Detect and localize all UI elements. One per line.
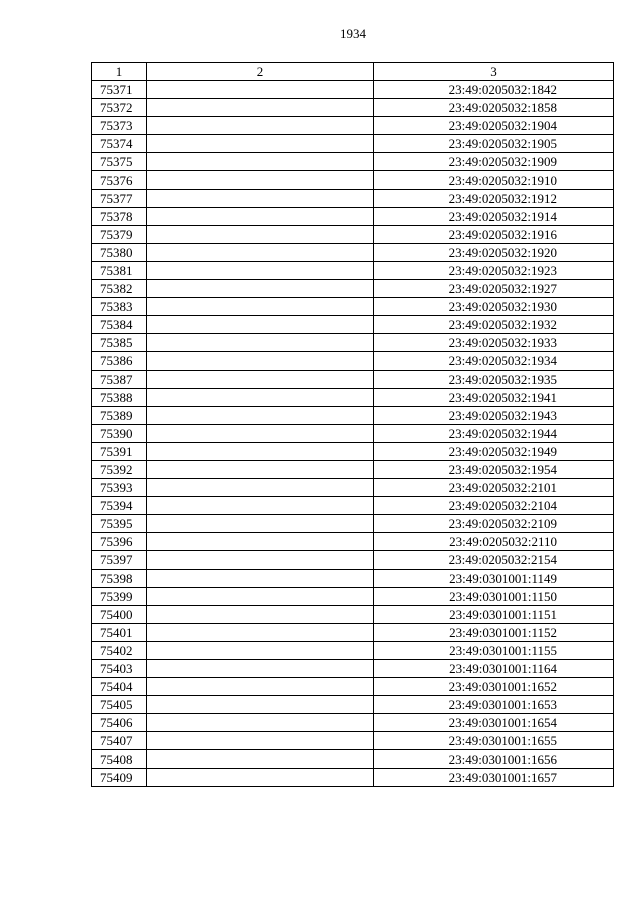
row-number-cell: 75384 [92,316,147,334]
row-number-cell: 75387 [92,370,147,388]
row-number-cell: 75377 [92,189,147,207]
row-empty-cell [147,261,374,279]
cadastral-number-cell: 23:49:0205032:1858 [374,99,614,117]
row-number-cell: 75406 [92,714,147,732]
row-empty-cell [147,515,374,533]
table-row [92,99,614,117]
table-row [92,732,614,750]
table-row [92,135,614,153]
cadastral-number-cell: 23:49:0205032:1934 [374,352,614,370]
table-row [92,352,614,370]
table-row [92,388,614,406]
cadastral-number-cell: 23:49:0205032:1927 [374,280,614,298]
row-number-cell: 75396 [92,533,147,551]
row-empty-cell [147,243,374,261]
row-number-cell: 75392 [92,460,147,478]
row-empty-cell [147,641,374,659]
cadastral-number-cell: 23:49:0301001:1654 [374,714,614,732]
row-empty-cell [147,135,374,153]
cadastral-number-cell: 23:49:0301001:1653 [374,696,614,714]
row-number-cell: 75408 [92,750,147,768]
table-row [92,587,614,605]
cadastral-number-cell: 23:49:0301001:1657 [374,768,614,786]
row-number-cell: 75381 [92,261,147,279]
row-number-cell: 75403 [92,660,147,678]
page-number: 1934 [340,26,366,41]
row-empty-cell [147,732,374,750]
table-row [92,370,614,388]
table-body [92,81,614,787]
row-number-cell: 75375 [92,153,147,171]
cadastral-number-cell: 23:49:0301001:1150 [374,587,614,605]
cadastral-number-cell: 23:49:0301001:1656 [374,750,614,768]
row-empty-cell [147,370,374,388]
row-number-cell: 75394 [92,497,147,515]
table-row [92,171,614,189]
cadastral-number-cell: 23:49:0205032:1912 [374,189,614,207]
cadastral-number-cell: 23:49:0205032:1941 [374,388,614,406]
row-number-cell: 75399 [92,587,147,605]
row-empty-cell [147,497,374,515]
table-row [92,641,614,659]
cadastral-number-cell: 23:49:0301001:1152 [374,623,614,641]
table-row [92,750,614,768]
table-row [92,298,614,316]
table-row [92,280,614,298]
row-empty-cell [147,280,374,298]
cadastral-number-cell: 23:49:0301001:1655 [374,732,614,750]
row-empty-cell [147,623,374,641]
row-empty-cell [147,569,374,587]
row-number-cell: 75401 [92,623,147,641]
table-row [92,497,614,515]
cadastral-number-cell: 23:49:0205032:1905 [374,135,614,153]
table-row [92,153,614,171]
row-empty-cell [147,117,374,135]
row-empty-cell [147,424,374,442]
row-empty-cell [147,551,374,569]
table-row [92,714,614,732]
row-empty-cell [147,316,374,334]
cadastral-number-cell: 23:49:0205032:2109 [374,515,614,533]
cadastral-number-cell: 23:49:0301001:1155 [374,641,614,659]
table-row [92,569,614,587]
row-empty-cell [147,678,374,696]
row-number-cell: 75398 [92,569,147,587]
table-row [92,406,614,424]
row-number-cell: 75385 [92,334,147,352]
cadastral-number-cell: 23:49:0301001:1164 [374,660,614,678]
table-row [92,551,614,569]
cadastral-number-cell: 23:49:0205032:1842 [374,81,614,99]
row-empty-cell [147,660,374,678]
row-number-cell: 75391 [92,442,147,460]
row-empty-cell [147,587,374,605]
table-row [92,334,614,352]
row-empty-cell [147,189,374,207]
row-empty-cell [147,334,374,352]
cadastral-number-cell: 23:49:0205032:1904 [374,117,614,135]
row-empty-cell [147,533,374,551]
row-number-cell: 75404 [92,678,147,696]
row-number-cell: 75388 [92,388,147,406]
row-number-cell: 75390 [92,424,147,442]
cadastral-number-cell: 23:49:0205032:1943 [374,406,614,424]
cadastral-number-cell: 23:49:0205032:1916 [374,225,614,243]
cadastral-number-cell: 23:49:0301001:1149 [374,569,614,587]
row-empty-cell [147,388,374,406]
row-empty-cell [147,99,374,117]
data-table [91,62,614,787]
row-empty-cell [147,171,374,189]
table-row [92,660,614,678]
column-header-3: 3 [374,63,614,81]
row-number-cell: 75409 [92,768,147,786]
table-row [92,442,614,460]
row-empty-cell [147,298,374,316]
cadastral-number-cell: 23:49:0205032:1932 [374,316,614,334]
row-number-cell: 75400 [92,605,147,623]
row-number-cell: 75383 [92,298,147,316]
row-number-cell: 75389 [92,406,147,424]
row-empty-cell [147,225,374,243]
cadastral-number-cell: 23:49:0301001:1652 [374,678,614,696]
row-empty-cell [147,768,374,786]
cadastral-number-cell: 23:49:0205032:2110 [374,533,614,551]
cadastral-number-cell: 23:49:0205032:2104 [374,497,614,515]
row-number-cell: 75407 [92,732,147,750]
row-empty-cell [147,696,374,714]
table-header [92,63,614,81]
table-row [92,460,614,478]
table-row [92,189,614,207]
row-number-cell: 75379 [92,225,147,243]
row-number-cell: 75372 [92,99,147,117]
table-row [92,623,614,641]
row-number-cell: 75376 [92,171,147,189]
row-empty-cell [147,406,374,424]
cadastral-number-cell: 23:49:0205032:1923 [374,261,614,279]
row-number-cell: 75382 [92,280,147,298]
row-number-cell: 75395 [92,515,147,533]
table-row [92,261,614,279]
row-empty-cell [147,153,374,171]
row-empty-cell [147,81,374,99]
table-row [92,81,614,99]
cadastral-number-cell: 23:49:0205032:1944 [374,424,614,442]
row-empty-cell [147,479,374,497]
table-row [92,768,614,786]
table-row [92,424,614,442]
cadastral-number-cell: 23:49:0205032:1909 [374,153,614,171]
row-number-cell: 75373 [92,117,147,135]
table-row [92,696,614,714]
table-row [92,225,614,243]
cadastral-number-cell: 23:49:0301001:1151 [374,605,614,623]
row-number-cell: 75371 [92,81,147,99]
row-number-cell: 75393 [92,479,147,497]
table-row [92,605,614,623]
row-number-cell: 75386 [92,352,147,370]
table-row [92,678,614,696]
row-number-cell: 75378 [92,207,147,225]
table-row [92,533,614,551]
cadastral-number-cell: 23:49:0205032:1914 [374,207,614,225]
table-row [92,207,614,225]
column-header-2: 2 [147,63,374,81]
cadastral-number-cell: 23:49:0205032:1933 [374,334,614,352]
cadastral-number-cell: 23:49:0205032:2154 [374,551,614,569]
table-row [92,479,614,497]
row-empty-cell [147,207,374,225]
row-empty-cell [147,714,374,732]
table-row [92,117,614,135]
cadastral-number-cell: 23:49:0205032:1920 [374,243,614,261]
cadastral-number-cell: 23:49:0205032:1910 [374,171,614,189]
column-header-1: 1 [92,63,147,81]
row-number-cell: 75405 [92,696,147,714]
cadastral-number-cell: 23:49:0205032:1935 [374,370,614,388]
row-empty-cell [147,352,374,370]
cadastral-number-cell: 23:49:0205032:1949 [374,442,614,460]
row-empty-cell [147,750,374,768]
table-row [92,316,614,334]
row-number-cell: 75374 [92,135,147,153]
cadastral-number-cell: 23:49:0205032:2101 [374,479,614,497]
header-row [92,63,614,81]
row-empty-cell [147,605,374,623]
table-row [92,515,614,533]
table-row [92,243,614,261]
cadastral-number-cell: 23:49:0205032:1930 [374,298,614,316]
row-number-cell: 75402 [92,641,147,659]
row-empty-cell [147,442,374,460]
row-empty-cell [147,460,374,478]
row-number-cell: 75380 [92,243,147,261]
row-number-cell: 75397 [92,551,147,569]
cadastral-number-cell: 23:49:0205032:1954 [374,460,614,478]
